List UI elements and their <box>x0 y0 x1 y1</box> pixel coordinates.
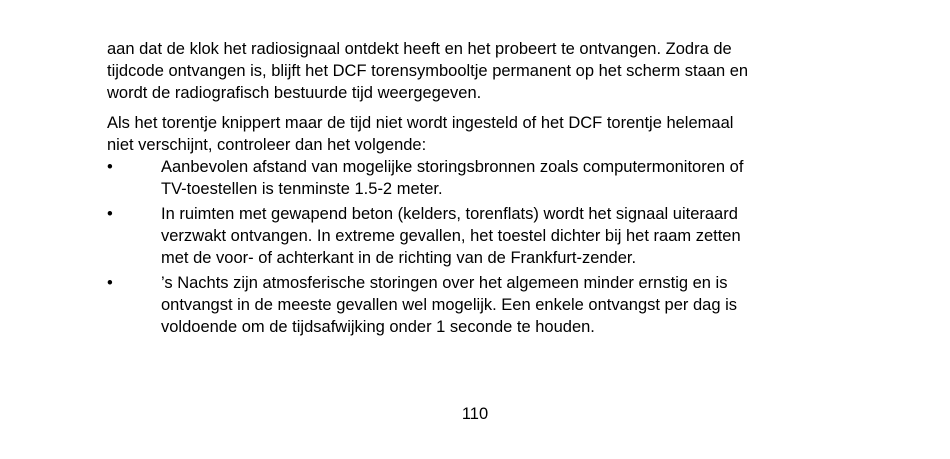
list-item-line: met de voor- of achterkant in de richting van de Frankfurt-zender. <box>161 249 637 267</box>
list-item-line: TV-toestellen is tenminste 1.5-2 meter. <box>161 180 443 198</box>
paragraph-2-line: Als het torentje knippert maar de tijd niet wordt ingesteld of het DCF torentje helemaal <box>107 114 734 132</box>
list-item-line: ’s Nachts zijn atmosferische storingen over het algemeen minder ernstig en is <box>161 274 728 292</box>
bullet-icon: • <box>107 274 113 292</box>
paragraph-2-line: niet verschijnt, controleer dan het volgende: <box>107 136 427 154</box>
list-item <box>107 156 847 200</box>
paragraph-1 <box>107 38 847 104</box>
bullet-icon: • <box>107 158 113 176</box>
paragraph-2 <box>107 112 847 156</box>
list-item-line: ontvangst in de meeste gevallen wel mogelijk. Een enkele ontvangst per dag is <box>161 296 738 314</box>
list-item <box>107 272 847 338</box>
bullet-icon: • <box>107 205 113 223</box>
paragraph-1-line: wordt de radiografisch bestuurde tijd weergegeven. <box>107 84 482 102</box>
bullet-list <box>107 156 847 338</box>
paragraph-1-line: tijdcode ontvangen is, blijft het DCF torensymbooltje permanent op het scherm staan en <box>107 62 749 80</box>
list-item-line: verzwakt ontvangen. In extreme gevallen, het toestel dichter bij het raam zetten <box>161 227 741 245</box>
list-item-line: In ruimten met gewapend beton (kelders, torenflats) wordt het signaal uiteraard <box>161 205 738 223</box>
paragraph-1-line: aan dat de klok het radiosignaal ontdekt heeft en het probeert te ontvangen. Zodra de <box>107 40 732 58</box>
page-number: 110 <box>461 405 489 423</box>
list-item-line: voldoende om de tijdsafwijking onder 1 seconde te houden. <box>161 318 595 336</box>
list-item-line: Aanbevolen afstand van mogelijke storingsbronnen zoals computermonitoren of <box>161 158 744 176</box>
page-content <box>107 38 847 338</box>
list-item <box>107 203 847 269</box>
